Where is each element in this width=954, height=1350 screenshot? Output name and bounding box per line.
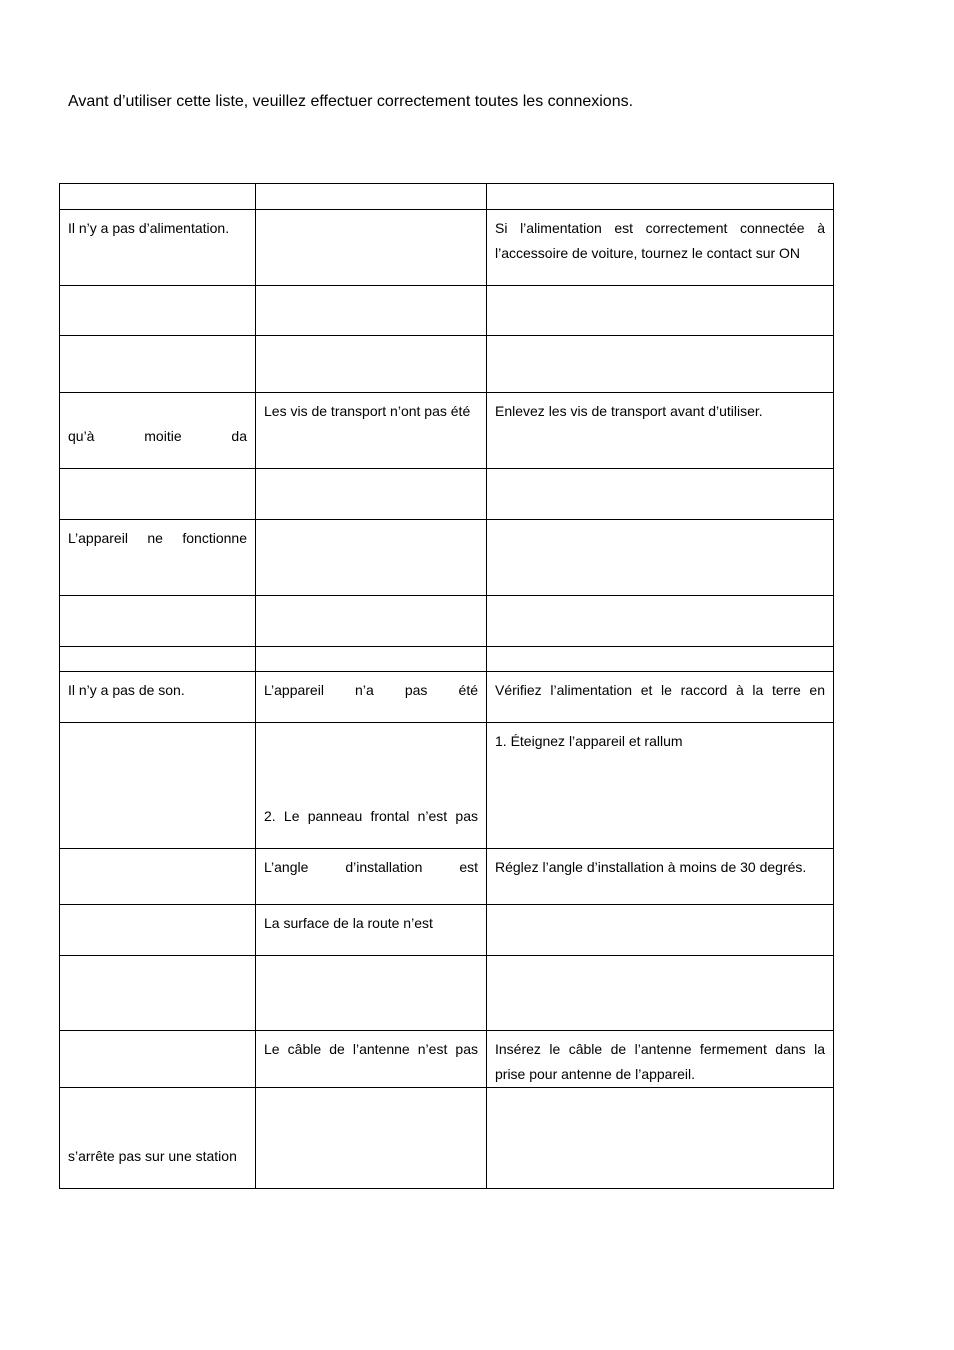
table-cell: La surface de la route n’est	[256, 905, 487, 956]
table-cell	[487, 520, 834, 596]
table-cell	[487, 647, 834, 672]
table-cell: L’angle d’installation est	[256, 849, 487, 905]
table-cell	[60, 956, 256, 1031]
table-cell	[256, 469, 487, 520]
table-cell	[256, 956, 487, 1031]
table-cell	[487, 336, 834, 393]
table-cell	[60, 723, 256, 849]
table-cell	[256, 596, 487, 647]
table-cell	[60, 849, 256, 905]
table-cell	[60, 469, 256, 520]
table-row	[60, 647, 834, 672]
troubleshooting-table	[59, 183, 834, 1189]
table-cell: Vérifiez l’alimentation et le raccord à la terre en	[487, 672, 834, 723]
table-cell	[487, 596, 834, 647]
table-cell: 2. Le panneau frontal n’est pas	[256, 723, 487, 849]
table-cell	[487, 469, 834, 520]
table-row	[60, 596, 834, 647]
table-row	[60, 849, 834, 905]
table-row	[60, 520, 834, 596]
table-cell: Réglez l’angle d’installation à moins de 30 degrés.	[487, 849, 834, 905]
table-cell	[487, 1088, 834, 1189]
intro-text: Avant d’utiliser cette liste, veuillez effectuer correctement toutes les connexions.	[68, 93, 634, 110]
table-cell	[60, 596, 256, 647]
table-row	[60, 1088, 834, 1189]
table-cell	[256, 184, 487, 210]
table-cell	[60, 336, 256, 393]
table-cell	[487, 286, 834, 336]
table-row	[60, 286, 834, 336]
table-cell	[487, 905, 834, 956]
table-cell	[256, 1088, 487, 1189]
table-cell: L’appareil ne fonctionne	[60, 520, 256, 596]
table-cell	[487, 184, 834, 210]
table-cell: Il n’y a pas d’alimentation.	[60, 210, 256, 286]
table-row	[60, 672, 834, 723]
table-cell	[256, 286, 487, 336]
table-cell: qu’à moitie da	[60, 393, 256, 469]
table-cell: Il n’y a pas de son.	[60, 672, 256, 723]
table-row	[60, 469, 834, 520]
table-row	[60, 905, 834, 956]
table-row	[60, 956, 834, 1031]
table-row	[60, 1031, 834, 1088]
table-cell: Les vis de transport n’ont pas été	[256, 393, 487, 469]
table-row	[60, 336, 834, 393]
table-cell	[60, 905, 256, 956]
table-row	[60, 210, 834, 286]
table-cell: Si l’alimentation est correctement connectée à l’accessoire de voiture, tournez le contact sur ON	[487, 210, 834, 286]
table-cell: L’appareil n’a pas été	[256, 672, 487, 723]
table-cell	[60, 184, 256, 210]
table-cell	[60, 1031, 256, 1088]
table-cell	[256, 520, 487, 596]
table-row	[60, 184, 834, 210]
table-cell: 1. Éteignez l’appareil et rallum	[487, 723, 834, 849]
table-cell: s’arrête pas sur une station	[60, 1088, 256, 1189]
table-cell: Le câble de l’antenne n’est pas	[256, 1031, 487, 1088]
table-cell: Insérez le câble de l’antenne fermement dans la prise pour antenne de l’appareil.	[487, 1031, 834, 1088]
table-cell	[256, 336, 487, 393]
table-row	[60, 723, 834, 849]
table-cell	[60, 286, 256, 336]
table-cell	[60, 647, 256, 672]
table-row	[60, 393, 834, 469]
table-cell	[256, 210, 487, 286]
table-cell	[487, 956, 834, 1031]
table-cell	[256, 647, 487, 672]
table-cell: Enlevez les vis de transport avant d’utiliser.	[487, 393, 834, 469]
